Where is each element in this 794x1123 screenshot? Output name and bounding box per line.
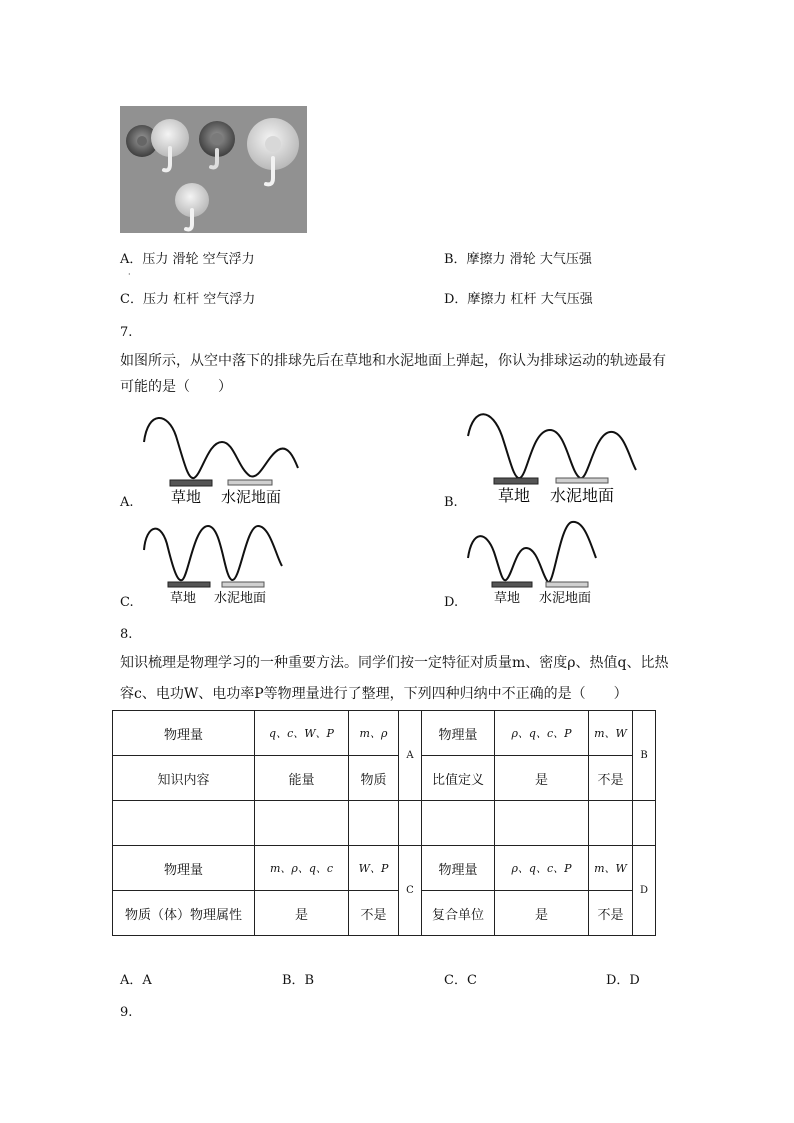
cell: 物理量 xyxy=(422,711,495,756)
q6-option-a[interactable]: A．压力 滑轮 空气浮力 xyxy=(120,252,255,267)
cell: 能量 xyxy=(255,756,349,801)
empty-cell xyxy=(113,801,255,846)
question-text-line1: 知识梳理是物理学习的一种重要方法。同学们按一定特征对质量m、密度ρ、热值q、比热 xyxy=(120,655,669,671)
cell: m、W xyxy=(589,846,633,891)
cell: q、c、W、P xyxy=(255,711,349,756)
cell: 不是 xyxy=(589,756,633,801)
q6-option-d[interactable]: D．摩擦力 杠杆 大气压强 xyxy=(444,292,593,307)
q7-option-b[interactable]: B. xyxy=(444,495,458,510)
question-number: 8. xyxy=(120,627,133,642)
cell: 不是 xyxy=(589,891,633,936)
cell: 物质（体）物理属性 xyxy=(113,891,255,936)
empty-cell xyxy=(255,801,349,846)
group-tag-c: C xyxy=(399,846,422,936)
cell: 复合单位 xyxy=(422,891,495,936)
cell: W、P xyxy=(349,846,399,891)
cell: 是 xyxy=(495,756,589,801)
grass-label: 草地 xyxy=(498,486,531,505)
cell: 知识内容 xyxy=(113,756,255,801)
grass-label: 草地 xyxy=(171,488,202,506)
question-text: 如图所示，从空中落下的排球先后在草地和水泥地面上弹起，你认为排球运动的轨迹最有可能的是（ ） xyxy=(120,353,666,395)
cell: 物理量 xyxy=(113,846,255,891)
cell: 比值定义 xyxy=(422,756,495,801)
q7-option-d[interactable]: D. xyxy=(444,595,459,610)
cell: 是 xyxy=(255,891,349,936)
question-number: 7. xyxy=(120,325,133,340)
trajectory-figure-a xyxy=(138,412,308,507)
cell: 物质 xyxy=(349,756,399,801)
cell: ρ、q、c、P xyxy=(495,711,589,756)
cement-label: 水泥地面 xyxy=(221,488,282,506)
trajectory-figure-d xyxy=(462,518,612,608)
empty-cell xyxy=(589,801,633,846)
cell: 不是 xyxy=(349,891,399,936)
q8-option-d[interactable]: D．D xyxy=(606,973,640,988)
empty-cell xyxy=(422,801,495,846)
cell: 物理量 xyxy=(422,846,495,891)
empty-cell xyxy=(399,801,422,846)
q8-option-a[interactable]: A．A xyxy=(120,973,152,988)
group-tag-d: D xyxy=(633,846,656,936)
empty-cell xyxy=(633,801,656,846)
knowledge-table xyxy=(112,710,656,936)
question-number: 9. xyxy=(120,1005,133,1020)
q6-option-b[interactable]: B．摩擦力 滑轮 大气压强 xyxy=(444,252,592,267)
empty-cell xyxy=(349,801,399,846)
trajectory-figure-b xyxy=(462,410,642,507)
q6-option-c[interactable]: C．压力 杠杆 空气浮力 xyxy=(120,292,256,307)
cement-label: 水泥地面 xyxy=(550,486,615,505)
group-tag-a: A xyxy=(399,711,422,801)
q8-option-c[interactable]: C．C xyxy=(444,973,477,988)
cement-label: 水泥地面 xyxy=(214,591,267,606)
cell: 物理量 xyxy=(113,711,255,756)
group-tag-b: B xyxy=(633,711,656,801)
cell: 是 xyxy=(495,891,589,936)
cell: m、ρ、q、c xyxy=(255,846,349,891)
trajectory-figure-c xyxy=(138,520,288,608)
q8-option-b[interactable]: B．B xyxy=(282,973,315,988)
cell: m、ρ xyxy=(349,711,399,756)
cement-label: 水泥地面 xyxy=(539,591,592,606)
cell: m、W xyxy=(589,711,633,756)
suction-hooks-photo xyxy=(120,106,307,233)
q7-option-c[interactable]: C. xyxy=(120,595,134,610)
cell: ρ、q、c、P xyxy=(495,846,589,891)
question-text-line2: 容c、电功W、电功率P等物理量进行了整理，下列四种归纳中不正确的是（ ） xyxy=(120,686,628,702)
grass-label: 草地 xyxy=(494,591,521,606)
grass-label: 草地 xyxy=(170,591,197,606)
dot-mark: · xyxy=(128,270,131,279)
empty-cell xyxy=(495,801,589,846)
q7-option-a[interactable]: A. xyxy=(120,495,134,510)
